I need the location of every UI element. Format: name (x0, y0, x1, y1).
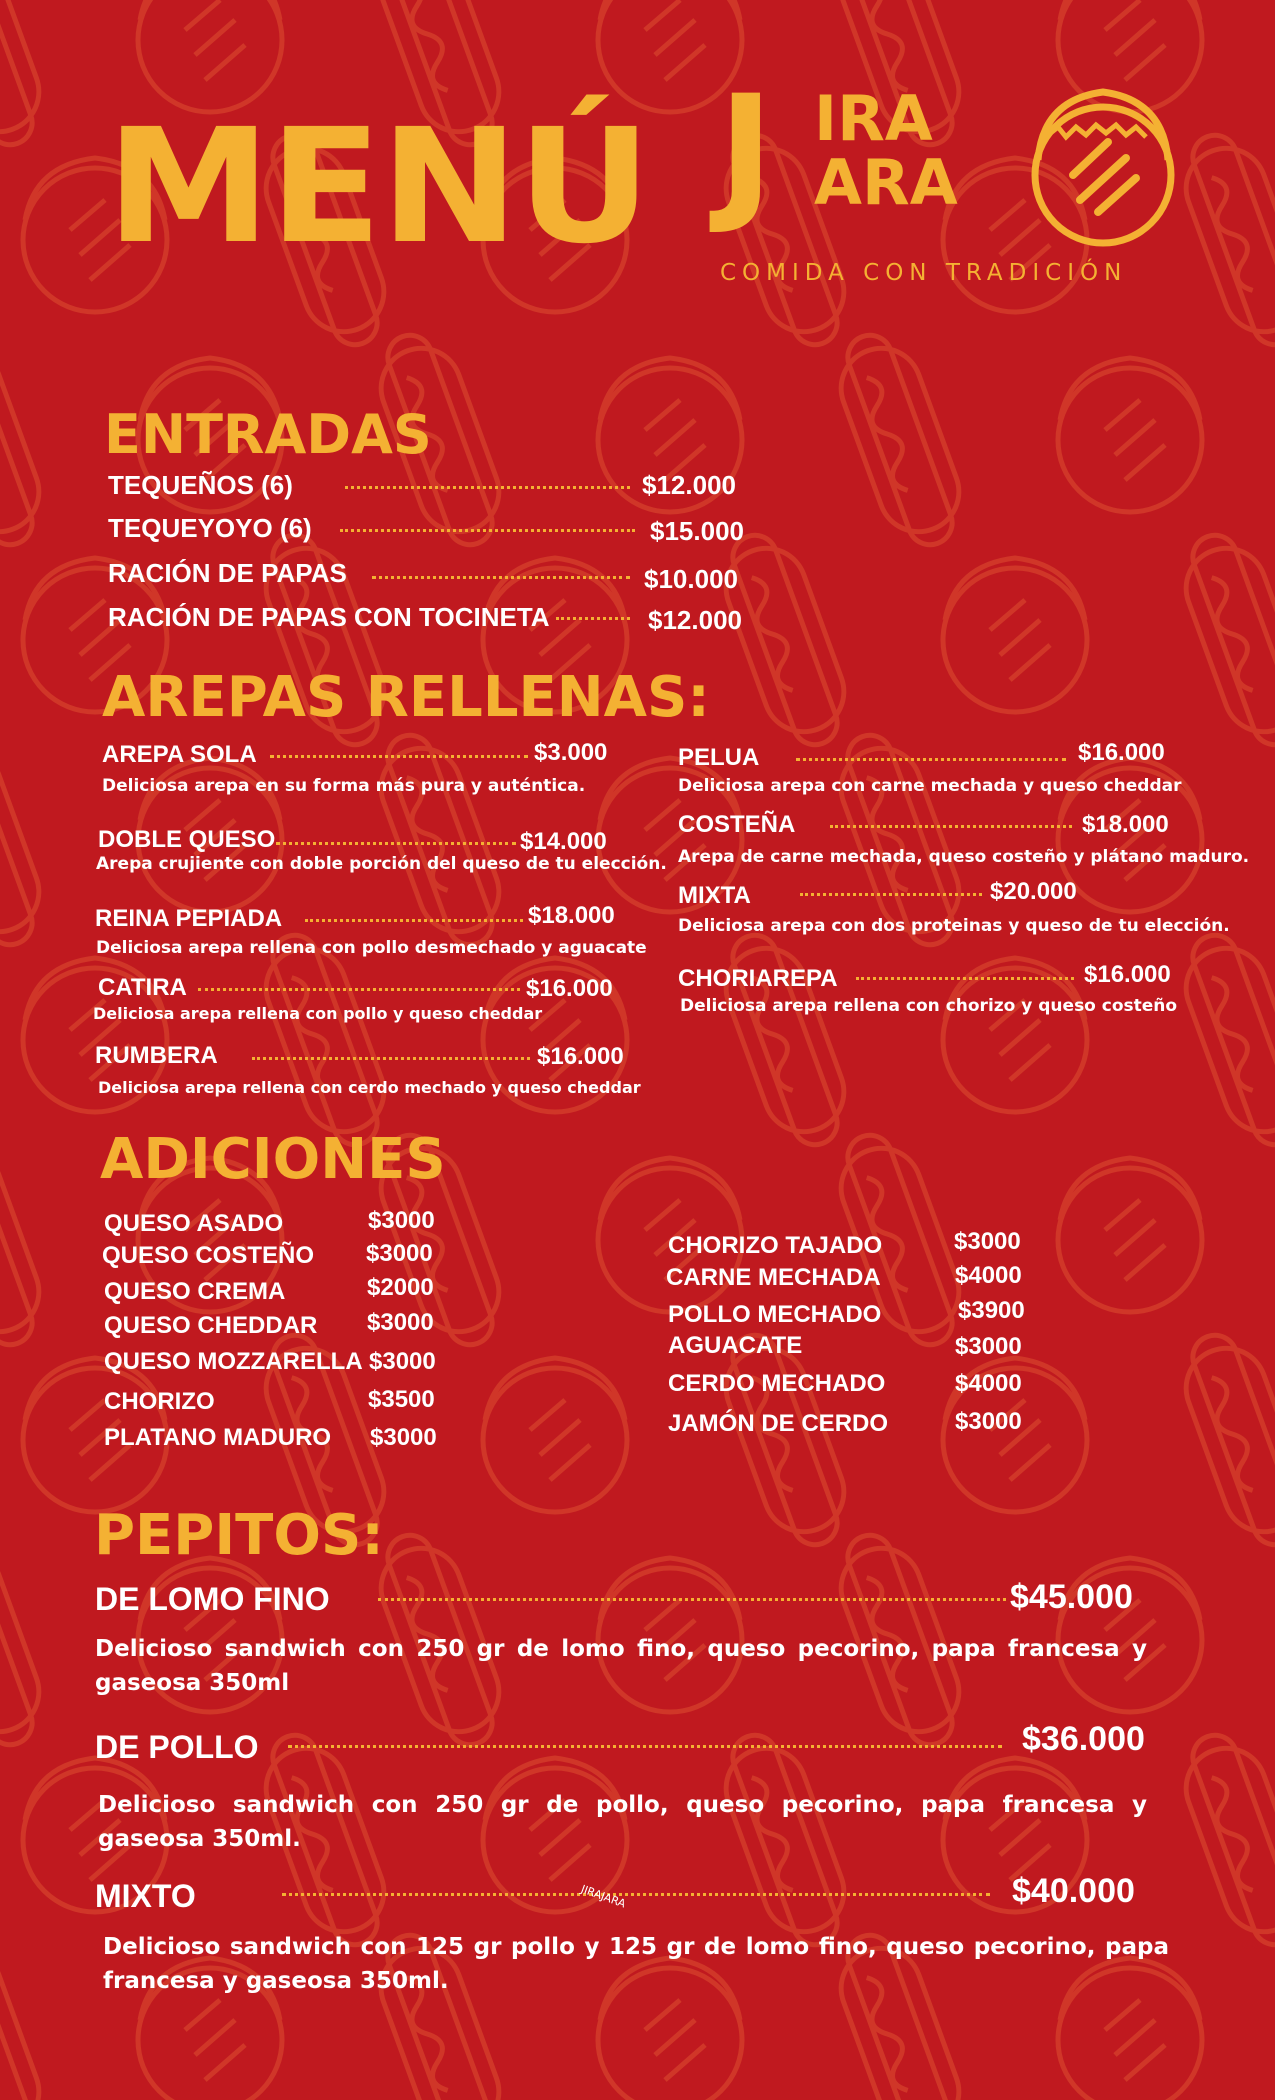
pattern-food-icon (0, 1929, 50, 2100)
arepa-price: $16.000 (537, 1043, 624, 1070)
pattern-food-icon (0, 1129, 50, 1351)
arepa-price: $16.000 (1084, 961, 1171, 988)
pattern-food-icon (1175, 1729, 1275, 1951)
arepa-name: PELUA (678, 744, 760, 771)
adicion-price: $3000 (955, 1408, 1022, 1435)
pattern-food-icon (1175, 129, 1275, 351)
adicion-name: JAMÓN DE CERDO (668, 1410, 889, 1437)
adicion-price: $4000 (955, 1370, 1022, 1397)
section-title-arepas: AREPAS RELLENAS: (102, 665, 710, 730)
arepa-logo-icon (1018, 80, 1188, 250)
arepa-name: CHORIAREPA (678, 965, 838, 992)
dotted-leader (830, 825, 1072, 828)
arepa-description: Deliciosa arepa con carne mechada y queso cheddar (678, 776, 1182, 796)
pepito-name: DE POLLO (95, 1729, 259, 1765)
dotted-leader (796, 758, 1066, 761)
arepa-name: COSTEÑA (678, 811, 796, 838)
logo (718, 64, 1188, 260)
pattern-food-icon (1175, 529, 1275, 751)
entrada-name: TEQUEYOYO (6) (108, 513, 312, 543)
page-title: MENÚ (106, 95, 650, 279)
arepa-description: Deliciosa arepa rellena con chorizo y queso costeño (680, 996, 1178, 1016)
logo-initial: J (718, 64, 774, 238)
dotted-leader (270, 755, 528, 758)
adicion-name: POLLO MECHADO (668, 1301, 882, 1328)
logo-line-2: ARA (814, 146, 958, 219)
section-title-pepitos: PEPITOS: (94, 1503, 384, 1568)
adicion-name: QUESO CHEDDAR (104, 1312, 318, 1339)
arepa-description: Deliciosa arepa con dos proteinas y queso de tu elección. (678, 916, 1230, 936)
arepa-name: MIXTA (678, 882, 751, 909)
arepa-price: $18.000 (528, 902, 615, 929)
dotted-leader (282, 1893, 990, 1896)
adicion-price: $3000 (366, 1240, 433, 1267)
entrada-name: TEQUEÑOS (6) (108, 470, 293, 500)
pepito-description: Delicioso sandwich con 250 gr de lomo fino, queso pecorino, papa francesa y gaseosa 350ml (95, 1636, 1147, 1696)
pattern-food-icon (0, 729, 50, 951)
entrada-price: $15.000 (650, 516, 744, 546)
adicion-name: AGUACATE (668, 1332, 803, 1359)
dotted-leader (856, 977, 1074, 980)
brand-stamp: JIRAJARA (579, 1882, 628, 1911)
entrada-name: RACIÓN DE PAPAS CON TOCINETA (108, 602, 550, 632)
adicion-price: $3900 (958, 1297, 1025, 1324)
adicion-name: QUESO COSTEÑO (102, 1242, 315, 1269)
pepito-price: $45.000 (1010, 1578, 1133, 1616)
arepa-name: CATIRA (98, 974, 187, 1001)
dotted-leader (252, 1057, 530, 1060)
adicion-price: $2000 (367, 1274, 434, 1301)
adicion-price: $3000 (370, 1424, 437, 1451)
arepa-description: Deliciosa arepa en su forma más pura y auténtica. (102, 776, 586, 796)
pattern-food-icon (943, 558, 1087, 712)
pepito-name: DE LOMO FINO (95, 1581, 330, 1617)
adicion-name: CHORIZO TAJADO (668, 1232, 883, 1259)
pattern-food-icon (370, 729, 510, 951)
adicion-price: $4000 (955, 1262, 1022, 1289)
dotted-leader (288, 1745, 1002, 1748)
adicion-name: CHORIZO (104, 1388, 215, 1415)
pattern-food-icon (830, 329, 970, 551)
pattern-food-icon (0, 329, 50, 551)
adicion-name: PLATANO MADURO (104, 1424, 332, 1451)
arepa-name: REINA PEPIADA (95, 905, 283, 932)
pepito-description: Delicioso sandwich con 250 gr de pollo, queso pecorino, papa francesa y gaseosa 350ml. (98, 1792, 1147, 1852)
arepa-name: AREPA SOLA (102, 741, 257, 768)
pattern-food-icon (715, 1329, 855, 1551)
pattern-food-icon (715, 529, 855, 751)
pepito-price: $40.000 (1012, 1872, 1135, 1910)
adicion-price: $3000 (954, 1228, 1021, 1255)
arepa-price: $18.000 (1082, 811, 1169, 838)
adicion-name: CERDO MECHADO (668, 1370, 886, 1397)
adicion-name: QUESO CREMA (104, 1278, 286, 1305)
pattern-food-icon (943, 958, 1087, 1112)
entrada-price: $12.000 (648, 605, 742, 635)
adicion-price: $3000 (368, 1207, 435, 1234)
adicion-name: QUESO ASADO (104, 1210, 284, 1237)
logo-line-1: IRA (814, 82, 933, 155)
adicion-name: CARNE MECHADA (666, 1264, 881, 1291)
dotted-leader (305, 919, 523, 922)
arepa-description: Deliciosa arepa rellena con pollo desmechado y aguacate (96, 938, 647, 958)
arepa-name: DOBLE QUESO (98, 826, 276, 853)
arepa-description: Arepa de carne mechada, queso costeño y plátano maduro. (678, 847, 1250, 867)
arepa-price: $20.000 (990, 878, 1077, 905)
section-title-adiciones: ADICIONES (100, 1127, 446, 1192)
pattern-food-icon (0, 0, 50, 151)
dotted-leader (276, 842, 516, 845)
pattern-food-icon (483, 1358, 627, 1512)
arepa-description: Deliciosa arepa rellena con cerdo mechado y queso cheddar (98, 1078, 641, 1097)
pattern-food-icon (1175, 1329, 1275, 1551)
adicion-price: $3000 (369, 1348, 436, 1375)
pepito-price: $36.000 (1022, 1720, 1145, 1758)
arepa-price: $14.000 (520, 828, 607, 855)
dotted-leader (345, 486, 630, 489)
pattern-food-icon (1058, 1158, 1202, 1312)
adicion-price: $3500 (368, 1386, 435, 1413)
adicion-price: $3000 (955, 1333, 1022, 1360)
arepa-price: $16.000 (526, 975, 613, 1002)
dotted-leader (800, 893, 982, 896)
dotted-leader (556, 617, 630, 620)
section-title-entradas: ENTRADAS (104, 403, 432, 466)
arepa-description: Arepa crujiente con doble porción del queso de tu elección. (96, 854, 667, 874)
pattern-food-icon (715, 929, 855, 1151)
pattern-food-icon (1175, 929, 1275, 1151)
dotted-leader (372, 576, 630, 579)
pattern-food-icon (0, 1529, 50, 1751)
entrada-price: $10.000 (644, 564, 738, 594)
pattern-food-icon (1058, 358, 1202, 512)
pattern-food-icon (255, 929, 395, 1151)
dotted-leader (378, 1598, 1006, 1601)
arepa-description: Deliciosa arepa rellena con pollo y queso cheddar (93, 1004, 543, 1023)
dotted-leader (340, 529, 635, 532)
pepito-description: Delicioso sandwich con 125 gr pollo y 125 gr de lomo fino, queso pecorino, papa francesa y gaseosa 350ml. (103, 1934, 1169, 1994)
entrada-name: RACIÓN DE PAPAS (108, 558, 347, 588)
pepito-name: MIXTO (95, 1878, 196, 1914)
entrada-price: $12.000 (642, 470, 736, 500)
tagline: COMIDA CON TRADICIÓN (720, 260, 1128, 286)
adicion-name: QUESO MOZZARELLA (104, 1348, 363, 1375)
arepa-name: RUMBERA (95, 1042, 218, 1069)
arepa-price: $16.000 (1078, 739, 1165, 766)
arepa-price: $3.000 (534, 739, 608, 766)
dotted-leader (198, 988, 520, 991)
adicion-price: $3000 (367, 1309, 434, 1336)
